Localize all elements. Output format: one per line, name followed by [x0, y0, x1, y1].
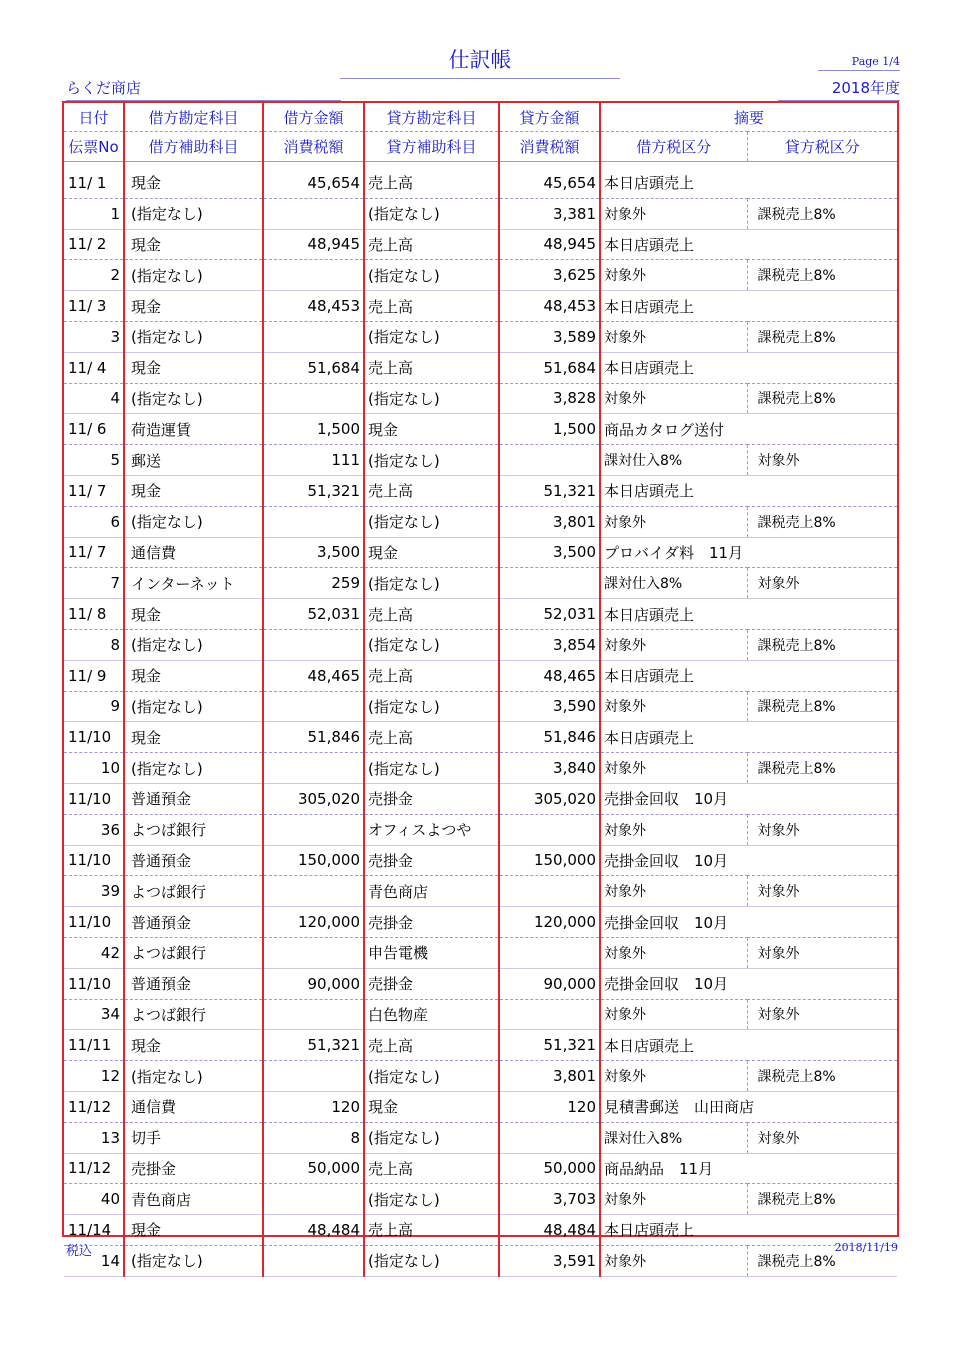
entry-credit-taxclass: 課税売上8%	[747, 260, 897, 291]
entry-row-sub	[64, 1061, 897, 1092]
entry-credit-tax	[499, 876, 600, 907]
entry-credit-tax: 3,840	[499, 753, 600, 784]
entry-date: 11/10	[64, 722, 124, 753]
entry-date: 11/12	[64, 1153, 124, 1184]
entry-credit-amount: 51,846	[499, 722, 600, 753]
entry-debit-sub: (指定なし)	[124, 1245, 263, 1276]
entry-debit-amount: 120	[263, 1091, 364, 1122]
entry-debit-amount: 120,000	[263, 907, 364, 938]
entry-debit-taxclass: 対象外	[600, 691, 747, 722]
col-slip-header: 伝票No	[64, 132, 124, 162]
entry-debit-account: 普通預金	[124, 907, 263, 938]
entry-row-main	[64, 291, 897, 322]
page-number: Page 1/4	[818, 55, 900, 71]
entry-debit-taxclass: 対象外	[600, 753, 747, 784]
entry-debit-taxclass: 対象外	[600, 198, 747, 229]
entry-debit-account: 現金	[124, 168, 263, 198]
entry-row-main	[64, 475, 897, 506]
entry-credit-amount: 1,500	[499, 414, 600, 445]
entry-debit-sub: インターネット	[124, 568, 263, 599]
entry-memo: 本日店頭売上	[600, 352, 897, 383]
entry-credit-account: 売掛金	[364, 968, 499, 999]
entry-credit-account: 売上高	[364, 1030, 499, 1061]
entry-credit-account: 売掛金	[364, 845, 499, 876]
entry-memo: 売掛金回収 10月	[600, 783, 897, 814]
entry-debit-sub: (指定なし)	[124, 383, 263, 414]
entry-row-main	[64, 1215, 897, 1246]
entry-credit-account: 現金	[364, 1091, 499, 1122]
col-debit-amount-header: 借方金額	[263, 103, 364, 132]
entry-debit-taxclass: 課対仕入8%	[600, 445, 747, 476]
entry-date: 11/ 2	[64, 229, 124, 260]
entry-slip-no: 34	[64, 999, 124, 1030]
entry-debit-tax	[263, 260, 364, 291]
entry-row-sub	[64, 1122, 897, 1153]
entry-credit-taxclass: 課税売上8%	[747, 1184, 897, 1215]
entry-credit-tax	[499, 1122, 600, 1153]
entry-credit-amount: 51,684	[499, 352, 600, 383]
entry-debit-sub: (指定なし)	[124, 1061, 263, 1092]
entry-row-main	[64, 1153, 897, 1184]
entry-credit-taxclass: 課税売上8%	[747, 629, 897, 660]
entry-credit-sub: (指定なし)	[364, 260, 499, 291]
entry-row-main	[64, 414, 897, 445]
entry-credit-taxclass: 課税売上8%	[747, 1245, 897, 1276]
entry-row-sub	[64, 445, 897, 476]
entry-credit-taxclass: 課税売上8%	[747, 198, 897, 229]
entry-date: 11/ 6	[64, 414, 124, 445]
entry-debit-taxclass: 対象外	[600, 1061, 747, 1092]
entry-credit-amount: 48,945	[499, 229, 600, 260]
entry-row-sub	[64, 1184, 897, 1215]
print-date: 2018/11/19	[834, 1241, 898, 1254]
col-debit-tax-header: 消費税額	[263, 132, 364, 162]
entry-date: 11/10	[64, 845, 124, 876]
entry-debit-taxclass: 対象外	[600, 1245, 747, 1276]
entry-debit-account: 普通預金	[124, 968, 263, 999]
entry-debit-taxclass: 課対仕入8%	[600, 568, 747, 599]
entry-credit-sub: (指定なし)	[364, 445, 499, 476]
entry-slip-no: 4	[64, 383, 124, 414]
company-name: らくだ商店	[66, 77, 341, 101]
header-row-1	[64, 103, 897, 132]
entry-row-main	[64, 168, 897, 198]
entry-date: 11/ 7	[64, 475, 124, 506]
entry-debit-account: 現金	[124, 722, 263, 753]
entry-debit-amount: 48,484	[263, 1215, 364, 1246]
entry-credit-sub: (指定なし)	[364, 321, 499, 352]
entry-slip-no: 36	[64, 814, 124, 845]
entry-memo: 本日店頭売上	[600, 1030, 897, 1061]
tax-mode-label: 税込	[66, 1244, 93, 1259]
entry-memo: 本日店頭売上	[600, 722, 897, 753]
entry-credit-account: 売上高	[364, 352, 499, 383]
entry-slip-no: 9	[64, 691, 124, 722]
entry-debit-amount: 150,000	[263, 845, 364, 876]
entry-slip-no: 7	[64, 568, 124, 599]
entry-debit-account: 売掛金	[124, 1153, 263, 1184]
col-date-header: 日付	[64, 103, 124, 132]
entry-debit-sub: よつば銀行	[124, 814, 263, 845]
entry-debit-account: 荷造運賃	[124, 414, 263, 445]
entry-row-sub	[64, 260, 897, 291]
col-credit-sub-header: 貸方補助科目	[364, 132, 499, 162]
entry-debit-tax	[263, 814, 364, 845]
entry-debit-account: 通信費	[124, 537, 263, 568]
entry-debit-taxclass: 対象外	[600, 506, 747, 537]
entry-debit-account: 現金	[124, 229, 263, 260]
entry-credit-amount: 48,484	[499, 1215, 600, 1246]
entry-debit-sub: (指定なし)	[124, 198, 263, 229]
entry-credit-taxclass: 対象外	[747, 937, 897, 968]
entry-credit-sub: (指定なし)	[364, 568, 499, 599]
entry-credit-taxclass: 課税売上8%	[747, 383, 897, 414]
entry-credit-tax: 3,801	[499, 506, 600, 537]
entry-debit-taxclass: 課対仕入8%	[600, 1122, 747, 1153]
entry-credit-amount: 51,321	[499, 475, 600, 506]
entry-credit-sub: (指定なし)	[364, 1184, 499, 1215]
entry-row-main	[64, 599, 897, 630]
entry-row-sub	[64, 198, 897, 229]
entry-credit-sub: (指定なし)	[364, 753, 499, 784]
entry-debit-tax	[263, 999, 364, 1030]
entry-credit-account: 売上高	[364, 1153, 499, 1184]
entry-memo: 商品カタログ送付	[600, 414, 897, 445]
entry-credit-amount: 150,000	[499, 845, 600, 876]
entry-slip-no: 13	[64, 1122, 124, 1153]
entry-credit-account: 現金	[364, 537, 499, 568]
entry-debit-tax	[263, 1061, 364, 1092]
entry-debit-tax	[263, 937, 364, 968]
entry-row-main	[64, 1091, 897, 1122]
entry-credit-taxclass: 課税売上8%	[747, 506, 897, 537]
entry-debit-tax	[263, 876, 364, 907]
entry-credit-account: 売掛金	[364, 783, 499, 814]
entry-credit-tax: 3,625	[499, 260, 600, 291]
entry-credit-amount: 120	[499, 1091, 600, 1122]
entry-debit-account: 現金	[124, 599, 263, 630]
entry-debit-amount: 50,000	[263, 1153, 364, 1184]
col-credit-account-header: 貸方勘定科目	[364, 103, 499, 132]
col-debit-account-header: 借方勘定科目	[124, 103, 263, 132]
entry-memo: 本日店頭売上	[600, 168, 897, 198]
page-title: 仕訳帳	[340, 44, 620, 79]
entry-debit-tax: 259	[263, 568, 364, 599]
entry-debit-sub: (指定なし)	[124, 753, 263, 784]
entry-debit-account: 現金	[124, 1215, 263, 1246]
entry-credit-taxclass: 対象外	[747, 876, 897, 907]
entry-debit-taxclass: 対象外	[600, 1184, 747, 1215]
entry-date: 11/ 3	[64, 291, 124, 322]
entry-date: 11/ 7	[64, 537, 124, 568]
entry-debit-taxclass: 対象外	[600, 814, 747, 845]
header-row-2	[64, 132, 897, 162]
entry-debit-taxclass: 対象外	[600, 260, 747, 291]
entry-debit-taxclass: 対象外	[600, 999, 747, 1030]
entry-debit-sub: よつば銀行	[124, 937, 263, 968]
entry-debit-tax	[263, 1245, 364, 1276]
entry-debit-sub: 郵送	[124, 445, 263, 476]
entry-debit-amount: 45,654	[263, 168, 364, 198]
entry-credit-taxclass: 対象外	[747, 568, 897, 599]
entry-debit-amount: 48,453	[263, 291, 364, 322]
entry-row-sub	[64, 629, 897, 660]
entry-date: 11/14	[64, 1215, 124, 1246]
entry-debit-sub: (指定なし)	[124, 260, 263, 291]
entry-credit-sub: 申告電機	[364, 937, 499, 968]
entry-date: 11/12	[64, 1091, 124, 1122]
entry-credit-sub: (指定なし)	[364, 506, 499, 537]
fiscal-year: 2018年度	[778, 77, 900, 101]
entry-debit-amount: 48,465	[263, 660, 364, 691]
entry-debit-tax	[263, 198, 364, 229]
entry-debit-amount: 90,000	[263, 968, 364, 999]
entry-debit-taxclass: 対象外	[600, 321, 747, 352]
entry-credit-tax	[499, 445, 600, 476]
entry-credit-tax: 3,589	[499, 321, 600, 352]
entry-row-main	[64, 968, 897, 999]
entry-row-main	[64, 783, 897, 814]
entry-debit-amount: 305,020	[263, 783, 364, 814]
entry-credit-amount: 51,321	[499, 1030, 600, 1061]
entry-row-sub	[64, 568, 897, 599]
entry-credit-taxclass: 対象外	[747, 999, 897, 1030]
entry-slip-no: 39	[64, 876, 124, 907]
entry-debit-taxclass: 対象外	[600, 937, 747, 968]
entry-debit-account: 現金	[124, 1030, 263, 1061]
entry-credit-taxclass: 課税売上8%	[747, 691, 897, 722]
entry-row-sub	[64, 1245, 897, 1276]
entry-memo: 本日店頭売上	[600, 475, 897, 506]
entry-credit-account: 現金	[364, 414, 499, 445]
entry-debit-account: 現金	[124, 475, 263, 506]
entry-debit-tax	[263, 629, 364, 660]
entry-row-sub	[64, 999, 897, 1030]
entry-credit-tax: 3,381	[499, 198, 600, 229]
entry-memo: 見積書郵送 山田商店	[600, 1091, 897, 1122]
entry-credit-sub: (指定なし)	[364, 1061, 499, 1092]
entry-credit-sub: (指定なし)	[364, 383, 499, 414]
entry-debit-tax	[263, 1184, 364, 1215]
entry-credit-amount: 45,654	[499, 168, 600, 198]
entry-debit-sub: (指定なし)	[124, 321, 263, 352]
entry-debit-account: 現金	[124, 352, 263, 383]
entry-memo: 本日店頭売上	[600, 660, 897, 691]
entry-debit-sub: よつば銀行	[124, 876, 263, 907]
entry-credit-tax: 3,591	[499, 1245, 600, 1276]
entry-row-main	[64, 660, 897, 691]
entry-credit-account: 売上高	[364, 1215, 499, 1246]
entry-debit-tax: 8	[263, 1122, 364, 1153]
entry-memo: 売掛金回収 10月	[600, 907, 897, 938]
entry-debit-amount: 3,500	[263, 537, 364, 568]
entry-row-main	[64, 352, 897, 383]
entry-credit-tax	[499, 937, 600, 968]
entry-debit-taxclass: 対象外	[600, 383, 747, 414]
entry-credit-sub: (指定なし)	[364, 198, 499, 229]
entry-debit-tax	[263, 506, 364, 537]
entry-date: 11/ 8	[64, 599, 124, 630]
entry-date: 11/10	[64, 783, 124, 814]
entry-credit-taxclass: 対象外	[747, 445, 897, 476]
entry-credit-sub: (指定なし)	[364, 691, 499, 722]
entry-memo: プロバイダ料 11月	[600, 537, 897, 568]
entry-credit-sub: (指定なし)	[364, 629, 499, 660]
entry-credit-tax: 3,703	[499, 1184, 600, 1215]
entry-debit-account: 普通預金	[124, 845, 263, 876]
entry-debit-sub: 青色商店	[124, 1184, 263, 1215]
entry-row-main	[64, 907, 897, 938]
entry-debit-account: 普通預金	[124, 783, 263, 814]
entry-credit-account: 売上高	[364, 229, 499, 260]
entry-credit-account: 売上高	[364, 660, 499, 691]
col-credit-taxclass-header: 貸方税区分	[747, 132, 897, 162]
col-credit-amount-header: 貸方金額	[499, 103, 600, 132]
entry-memo: 本日店頭売上	[600, 291, 897, 322]
entry-slip-no: 14	[64, 1245, 124, 1276]
entry-date: 11/ 9	[64, 660, 124, 691]
entry-debit-amount: 1,500	[263, 414, 364, 445]
entry-debit-tax: 111	[263, 445, 364, 476]
entry-slip-no: 40	[64, 1184, 124, 1215]
entry-date: 11/ 4	[64, 352, 124, 383]
entry-row-sub	[64, 506, 897, 537]
entry-slip-no: 6	[64, 506, 124, 537]
entry-credit-sub: 白色物産	[364, 999, 499, 1030]
entry-credit-taxclass: 対象外	[747, 1122, 897, 1153]
entry-debit-sub: (指定なし)	[124, 506, 263, 537]
entry-credit-amount: 3,500	[499, 537, 600, 568]
col-debit-sub-header: 借方補助科目	[124, 132, 263, 162]
entry-date: 11/10	[64, 968, 124, 999]
entry-debit-account: 現金	[124, 660, 263, 691]
col-memo-header: 摘要	[600, 103, 897, 132]
entry-credit-account: 売掛金	[364, 907, 499, 938]
entry-credit-taxclass: 課税売上8%	[747, 753, 897, 784]
entry-slip-no: 8	[64, 629, 124, 660]
entry-credit-sub: 青色商店	[364, 876, 499, 907]
entry-debit-amount: 52,031	[263, 599, 364, 630]
entry-row-sub	[64, 753, 897, 784]
entry-credit-account: 売上高	[364, 475, 499, 506]
col-debit-taxclass-header: 借方税区分	[600, 132, 747, 162]
entry-credit-tax	[499, 999, 600, 1030]
entry-debit-sub: 切手	[124, 1122, 263, 1153]
entry-row-main	[64, 845, 897, 876]
entry-slip-no: 3	[64, 321, 124, 352]
entry-slip-no: 12	[64, 1061, 124, 1092]
col-credit-tax-header: 消費税額	[499, 132, 600, 162]
entry-row-sub	[64, 691, 897, 722]
entry-debit-account: 通信費	[124, 1091, 263, 1122]
entry-credit-taxclass: 課税売上8%	[747, 321, 897, 352]
entry-credit-taxclass: 対象外	[747, 814, 897, 845]
entry-debit-sub: よつば銀行	[124, 999, 263, 1030]
entry-credit-amount: 90,000	[499, 968, 600, 999]
entry-credit-tax	[499, 814, 600, 845]
entry-credit-amount: 120,000	[499, 907, 600, 938]
entry-credit-account: 売上高	[364, 722, 499, 753]
entry-row-sub	[64, 937, 897, 968]
entry-slip-no: 10	[64, 753, 124, 784]
entry-debit-amount: 51,846	[263, 722, 364, 753]
entry-memo: 本日店頭売上	[600, 229, 897, 260]
entry-credit-amount: 48,453	[499, 291, 600, 322]
entry-debit-amount: 48,945	[263, 229, 364, 260]
entry-credit-account: 売上高	[364, 599, 499, 630]
entry-credit-amount: 52,031	[499, 599, 600, 630]
entry-slip-no: 5	[64, 445, 124, 476]
journal-entries	[64, 168, 897, 1276]
entry-date: 11/11	[64, 1030, 124, 1061]
entry-credit-amount: 305,020	[499, 783, 600, 814]
entry-debit-tax	[263, 753, 364, 784]
entry-credit-tax: 3,854	[499, 629, 600, 660]
entry-row-sub	[64, 383, 897, 414]
entry-date: 11/10	[64, 907, 124, 938]
entry-credit-amount: 50,000	[499, 1153, 600, 1184]
entry-credit-sub: (指定なし)	[364, 1245, 499, 1276]
entry-debit-amount: 51,321	[263, 1030, 364, 1061]
entry-row-main	[64, 1030, 897, 1061]
entry-row-sub	[64, 876, 897, 907]
entry-memo: 売掛金回収 10月	[600, 845, 897, 876]
entry-credit-account: 売上高	[364, 168, 499, 198]
entry-row-sub	[64, 321, 897, 352]
entry-credit-account: 売上高	[364, 291, 499, 322]
entry-row-main	[64, 722, 897, 753]
entry-credit-tax	[499, 568, 600, 599]
entry-slip-no: 42	[64, 937, 124, 968]
entry-row-main	[64, 229, 897, 260]
entry-debit-amount: 51,321	[263, 475, 364, 506]
entry-slip-no: 1	[64, 198, 124, 229]
entry-debit-taxclass: 対象外	[600, 876, 747, 907]
entry-credit-tax: 3,801	[499, 1061, 600, 1092]
entry-debit-tax	[263, 691, 364, 722]
entry-debit-tax	[263, 383, 364, 414]
entry-debit-amount: 51,684	[263, 352, 364, 383]
entry-debit-sub: (指定なし)	[124, 629, 263, 660]
entry-debit-account: 現金	[124, 291, 263, 322]
entry-memo: 売掛金回収 10月	[600, 968, 897, 999]
entry-debit-sub: (指定なし)	[124, 691, 263, 722]
entry-credit-taxclass: 課税売上8%	[747, 1061, 897, 1092]
entry-row-main	[64, 537, 897, 568]
entry-slip-no: 2	[64, 260, 124, 291]
entry-debit-taxclass: 対象外	[600, 629, 747, 660]
entry-credit-sub: (指定なし)	[364, 1122, 499, 1153]
entry-memo: 商品納品 11月	[600, 1153, 897, 1184]
entry-row-sub	[64, 814, 897, 845]
entry-memo: 本日店頭売上	[600, 1215, 897, 1246]
entry-date: 11/ 1	[64, 168, 124, 198]
entry-debit-tax	[263, 321, 364, 352]
entry-credit-amount: 48,465	[499, 660, 600, 691]
entry-credit-sub: オフィスよつや	[364, 814, 499, 845]
entry-memo: 本日店頭売上	[600, 599, 897, 630]
entry-credit-tax: 3,590	[499, 691, 600, 722]
entry-credit-tax: 3,828	[499, 383, 600, 414]
